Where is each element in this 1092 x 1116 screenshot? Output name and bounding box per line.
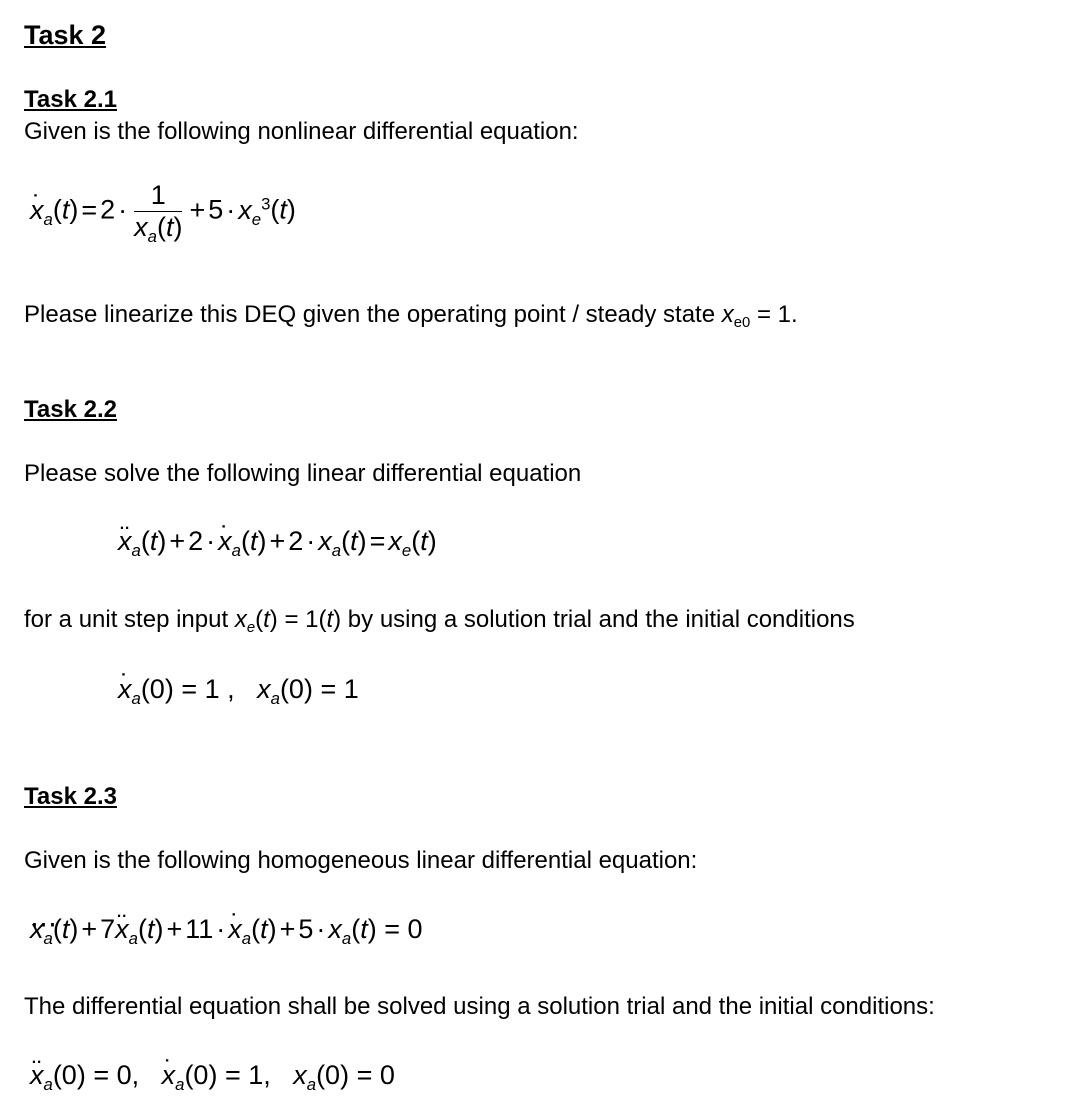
page-heading: Task 2 <box>24 20 107 50</box>
task-2-3-title: Task 2.3 <box>24 783 117 810</box>
task-2-2-initial-conditions: ˙ $x_a(0) = 1$ , $x_a(0) = 1$ <box>118 676 359 703</box>
task-2-3-ic-intro: The differential equation shall be solved using a solution trial and the initial conditions: <box>24 993 935 1020</box>
task-2-2-title: Task 2.2 <box>24 396 117 423</box>
task-2-2-intro: Please solve the following linear differential equation <box>24 460 582 487</box>
task-2-1-intro: Given is the following nonlinear differential equation: <box>24 118 579 145</box>
task-2-1-title: Task 2.1 <box>24 86 117 113</box>
task-2-3-intro: Given is the following homogeneous linear differential equation: <box>24 847 698 874</box>
task-2-1-instruction: Please linearize this DEQ given the operating point / steady state $x_{e0} = 1$. <box>24 301 798 332</box>
task-2-2-equation: ¨ $x_a(t) + 2$ ·˙ $x_a(t) + 2 \cdot x_a(t) = x_e(t)$ <box>118 528 437 555</box>
task-2-2-step-input-text: for a unit step input $x_e(t) = 1(t)$ by using a solution trial and the initial conditions <box>24 606 855 637</box>
task-2-3-initial-conditions: ¨ $x_a(0) = 0$, ˙ $x_a(0) = 1$, $x_a(0) = 0$ <box>30 1062 395 1089</box>
task-2-1-equation: ˙ $x_a(t) = 2$ · $\frac{1}{x_a(t)}$ + $5 \cdot x_e^3(t)$ <box>30 182 296 241</box>
task-2-3-equation: ⋯ $x_a(t)$ + 7¨ $x_a(t) + 11$ ·˙ $x_a(t) + 5 \cdot x_a(t) = 0$ <box>30 916 423 943</box>
fraction: $\frac{1}{x_a(t)}$ <box>134 180 183 246</box>
